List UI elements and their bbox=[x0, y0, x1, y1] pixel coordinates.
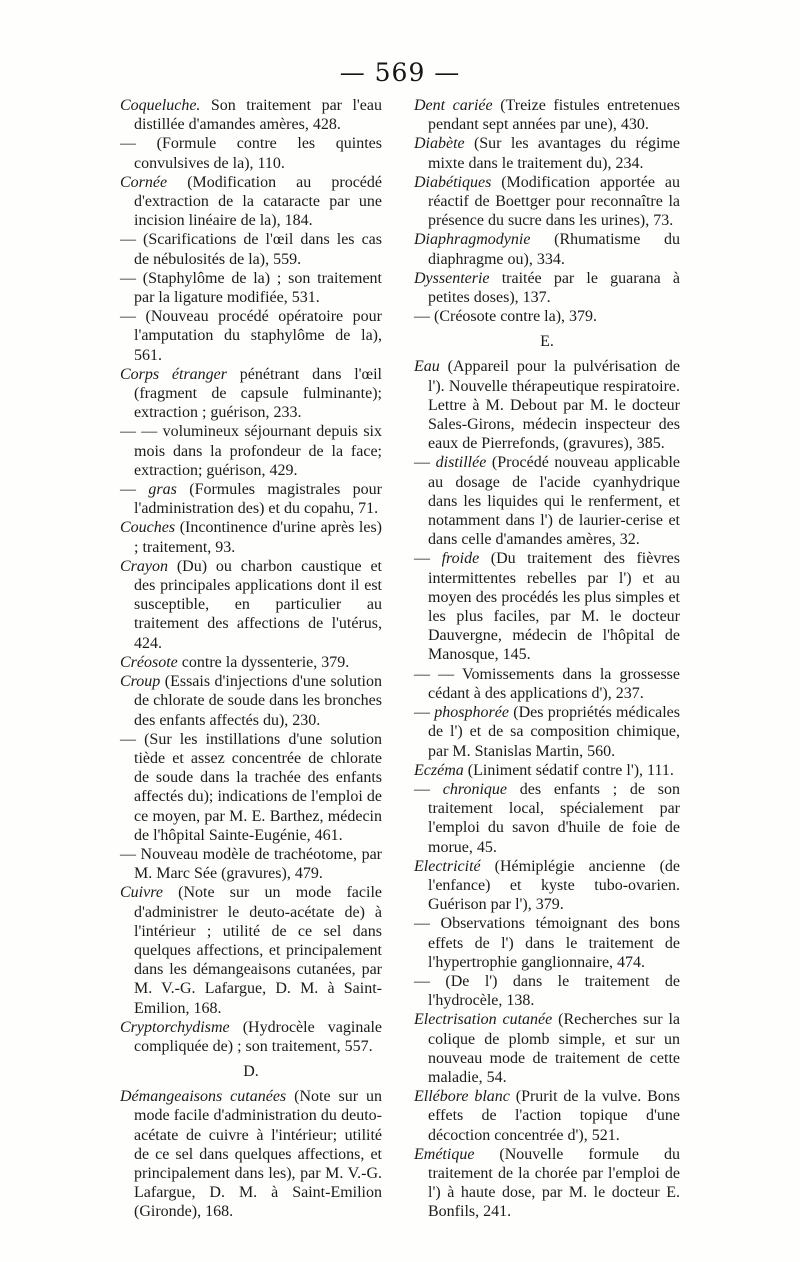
entry-text: — — Vomissements dans la grossesse cédant à des applications d'), 237. bbox=[414, 665, 680, 702]
index-entry bbox=[414, 1087, 680, 1145]
entry-headword: Créosote bbox=[120, 653, 178, 671]
entry-text: (Formules magistrales pour l'administration des) et du copahu, 71. bbox=[134, 481, 383, 518]
entry-text: (Note sur un mode facile d'administration du deuto-acétate de cuivre à l'intérieur; utilité de ce sel dans quelques affections, et principalement dans les), par M. V.-G. Lafargue, D. M. à Saint-Emilion (Gironde), 168. bbox=[134, 1088, 383, 1221]
entry-text: (Du traitement des fièvres intermittentes rebelles par l') et au moyen des procédés les plus simples et les plus faciles, par M. le docteur Dauvergne, médecin de l'hôpital de Manosque, 145. bbox=[428, 550, 681, 664]
index-entry bbox=[120, 518, 382, 556]
right-column bbox=[414, 96, 680, 1222]
entry-text: (Incontinence d'urine après les) ; traitement, 93. bbox=[134, 519, 382, 556]
entry-text: (Recherches sur la colique de plomb simple, et sur un nouveau mode de traitement de cette maladie, 54. bbox=[428, 1011, 680, 1086]
entry-text: (Appareil pour la pulvérisation de l'). Nouvelle thérapeutique respiratoire. Lettre à M. Debout par M. le docteur Sales-Girons, médecin inspecteur des eaux de Pierrefonds, (gravures), 385. bbox=[428, 358, 680, 453]
index-entry bbox=[414, 357, 680, 453]
index-entry bbox=[414, 780, 680, 857]
index-entry bbox=[414, 857, 680, 915]
index-entry bbox=[120, 883, 382, 1017]
entry-headword: Cryptorchydisme bbox=[120, 1018, 230, 1036]
index-entry bbox=[414, 1145, 680, 1222]
entry-text: (Du) ou charbon caustique et des principales applications dont il est susceptible, en particulier au traitement des affections de l'utérus, 424. bbox=[134, 557, 382, 652]
entry-dash: — bbox=[414, 454, 436, 472]
entry-text: — — volumineux séjournant depuis six mois dans la profondeur de la face; extraction; guérison, 429. bbox=[120, 423, 382, 479]
entry-text: — (Créosote contre la), 379. bbox=[414, 308, 598, 326]
entry-text: (Hémiplégie ancienne (de l'enfance) et kyste tubo-ovarien. Guérison par l'), 379. bbox=[428, 857, 680, 914]
index-entry bbox=[120, 173, 382, 231]
index-entry bbox=[120, 672, 382, 730]
entry-text: — (Nouveau procédé opératoire pour l'amputation du staphylôme de la), 561. bbox=[120, 308, 382, 364]
section-letter-d: D. bbox=[243, 1063, 259, 1081]
entry-text: (Des propriétés médicales de l') et de sa composition chimique, par M. Stanislas Martin, 560. bbox=[428, 704, 680, 760]
entry-subheadword: chronique bbox=[442, 780, 508, 798]
index-entry bbox=[120, 422, 382, 480]
entry-text: — (Scarifications de l'œil dans les cas de nébulosités de la), 559. bbox=[120, 231, 382, 268]
left-entries bbox=[120, 96, 382, 1056]
entry-headword: Electrisation cutanée bbox=[414, 1011, 553, 1029]
index-entry bbox=[120, 1018, 382, 1056]
index-entry bbox=[414, 761, 680, 780]
entry-text: (Rhumatisme du diaphragme ou), 334. bbox=[428, 231, 680, 268]
index-entry bbox=[414, 230, 680, 268]
entry-text: (Note sur un mode facile d'administrer le deuto-acétate de) à l'intérieur ; utilité de ce sel dans quelques affections, et principalement dans les démangeaisons cutanées, par M. V.-G. Lafargue, D. M. à Saint-Emilion, 168. bbox=[134, 884, 382, 1017]
index-entry bbox=[120, 269, 382, 307]
entry-headword: Diabète bbox=[414, 135, 465, 153]
entry-text: (Nouvelle formule du traitement de la chorée par l'emploi de l') à haute dose, par M. le docteur E. Bonfils, 241. bbox=[428, 1145, 680, 1221]
index-entry bbox=[414, 269, 680, 307]
index-entry bbox=[120, 96, 382, 134]
index-entry bbox=[120, 365, 382, 423]
entry-headword: Dyssenterie bbox=[414, 269, 490, 287]
left-entries-after bbox=[120, 1087, 382, 1221]
entry-headword: Dent cariée bbox=[414, 97, 493, 114]
index-entry bbox=[120, 230, 382, 268]
index-entry bbox=[414, 703, 680, 761]
entry-headword: Emétique bbox=[414, 1145, 475, 1163]
index-entry bbox=[414, 549, 680, 664]
entry-subheadword: distillée bbox=[435, 454, 487, 472]
entry-text: — Observations témoignant des bons effets de l') dans le traitement de l'hypertrophie ganglionnaire, 474. bbox=[414, 915, 680, 971]
entry-text: — (Formule contre les quintes convulsives de la), 110. bbox=[120, 135, 382, 172]
index-entry bbox=[120, 557, 382, 653]
index-entry bbox=[414, 972, 680, 1010]
entry-headword: Ellébore blanc bbox=[414, 1088, 510, 1106]
entry-text: — (Staphylôme de la) ; son traitement par la ligature modifiée, 531. bbox=[120, 269, 382, 307]
index-entry bbox=[414, 307, 680, 326]
right-entries-after bbox=[414, 357, 680, 1221]
entry-headword: Electricité bbox=[414, 857, 481, 875]
entry-text: Son traitement par l'eau distillée d'amandes amères, 428. bbox=[134, 97, 382, 134]
entry-text: (Procédé nouveau applicable au dosage de l'acide cyanhydrique dans les liquides qui le renferment, et notamment dans l') de laurier-cerise et dans celle d'amandes amères, 32. bbox=[428, 454, 680, 549]
entry-dash: — bbox=[414, 704, 435, 722]
entry-text: (Sur les avantages du régime mixte dans le traitement du), 234. bbox=[428, 135, 680, 172]
entry-dash: — bbox=[414, 780, 443, 798]
entry-subheadword: phosphorée bbox=[434, 704, 509, 722]
index-entry bbox=[120, 1087, 382, 1221]
right-entries bbox=[414, 96, 680, 326]
entry-headword: Corps étranger bbox=[120, 365, 228, 383]
entry-headword: Cornée bbox=[120, 173, 168, 191]
entry-subheadword: gras bbox=[148, 481, 177, 499]
entry-headword: Couches bbox=[120, 519, 176, 537]
entry-headword: Croup bbox=[120, 673, 161, 691]
index-entry bbox=[120, 480, 382, 518]
entry-text: (Essais d'injections d'une solution de chlorate de soude dans les bronches des enfants affectés du), 230. bbox=[134, 673, 382, 729]
index-entry bbox=[414, 453, 680, 549]
index-entry bbox=[414, 914, 680, 972]
entry-text: traitée par le guarana à petites doses), 137. bbox=[428, 269, 680, 307]
entry-headword: Diaphragmodynie bbox=[414, 231, 531, 249]
section-letter-e: E. bbox=[540, 333, 554, 351]
index-entry bbox=[414, 134, 680, 172]
page-number: — 569 — bbox=[339, 58, 461, 87]
left-column bbox=[120, 96, 382, 1222]
entry-text: (Prurit de la vulve. Bons effets de l'action topique d'une décoction concentrée d'), 521. bbox=[428, 1088, 681, 1144]
index-entry bbox=[414, 173, 680, 231]
entry-text: (Hydrocèle vaginale compliquée de) ; son traitement, 557. bbox=[134, 1018, 382, 1055]
entry-headword: Diabétiques bbox=[414, 173, 492, 191]
entry-text: (Treize fistules entretenues pendant sept années par une), 430. bbox=[428, 97, 681, 134]
entry-headword: Crayon bbox=[120, 557, 168, 575]
entry-text: — (Sur les instillations d'une solution tiède et assez concentrée de chlorate de soude dans la trachée des enfants affectés du); indications de l'emploi de ce moyen, par M. E. Barthez, médecin de l'hôpital Sainte-Eugénie, 461. bbox=[120, 730, 382, 844]
entry-headword: Cuivre bbox=[120, 884, 163, 902]
entry-text: pénétrant dans l'œil (fragment de capsule fulminante); extraction ; guérison, 233. bbox=[134, 365, 382, 422]
entry-text: (Modification apportée au réactif de Boettger pour reconnaître la présence du sucre dans les urines), 73. bbox=[428, 173, 680, 230]
entry-text: — Nouveau modèle de trachéotome, par M. Marc Sée (gravures), 479. bbox=[120, 845, 382, 883]
entry-headword: Démangeaisons cutanées bbox=[120, 1088, 287, 1106]
entry-text: (Modification au procédé d'extraction de la cataracte par une incision linéaire de la), 184. bbox=[134, 173, 382, 230]
index-entry bbox=[120, 845, 382, 883]
index-entry bbox=[120, 730, 382, 845]
entry-headword: Eau bbox=[414, 358, 440, 376]
entry-text: contre la dyssenterie, 379. bbox=[177, 653, 350, 671]
index-entry bbox=[120, 134, 382, 172]
entry-headword: Eczéma bbox=[414, 761, 464, 779]
entry-subheadword: froide bbox=[441, 550, 480, 568]
index-entry bbox=[414, 665, 680, 703]
index-entry bbox=[414, 1010, 680, 1087]
entry-headword: Coqueluche. bbox=[120, 97, 201, 114]
entry-dash: — bbox=[120, 481, 149, 499]
entry-text: (Liniment sédatif contre l'), 111. bbox=[463, 761, 674, 779]
index-entry bbox=[414, 96, 680, 134]
index-entry bbox=[120, 653, 382, 672]
entry-text: des enfants ; de son traitement local, spécialement par l'emploi du savon d'huile de foie de morue, 45. bbox=[428, 780, 680, 856]
entry-text: — (De l') dans le traitement de l'hydrocèle, 138. bbox=[414, 972, 680, 1010]
index-entry bbox=[120, 307, 382, 365]
entry-dash: — bbox=[414, 550, 442, 568]
